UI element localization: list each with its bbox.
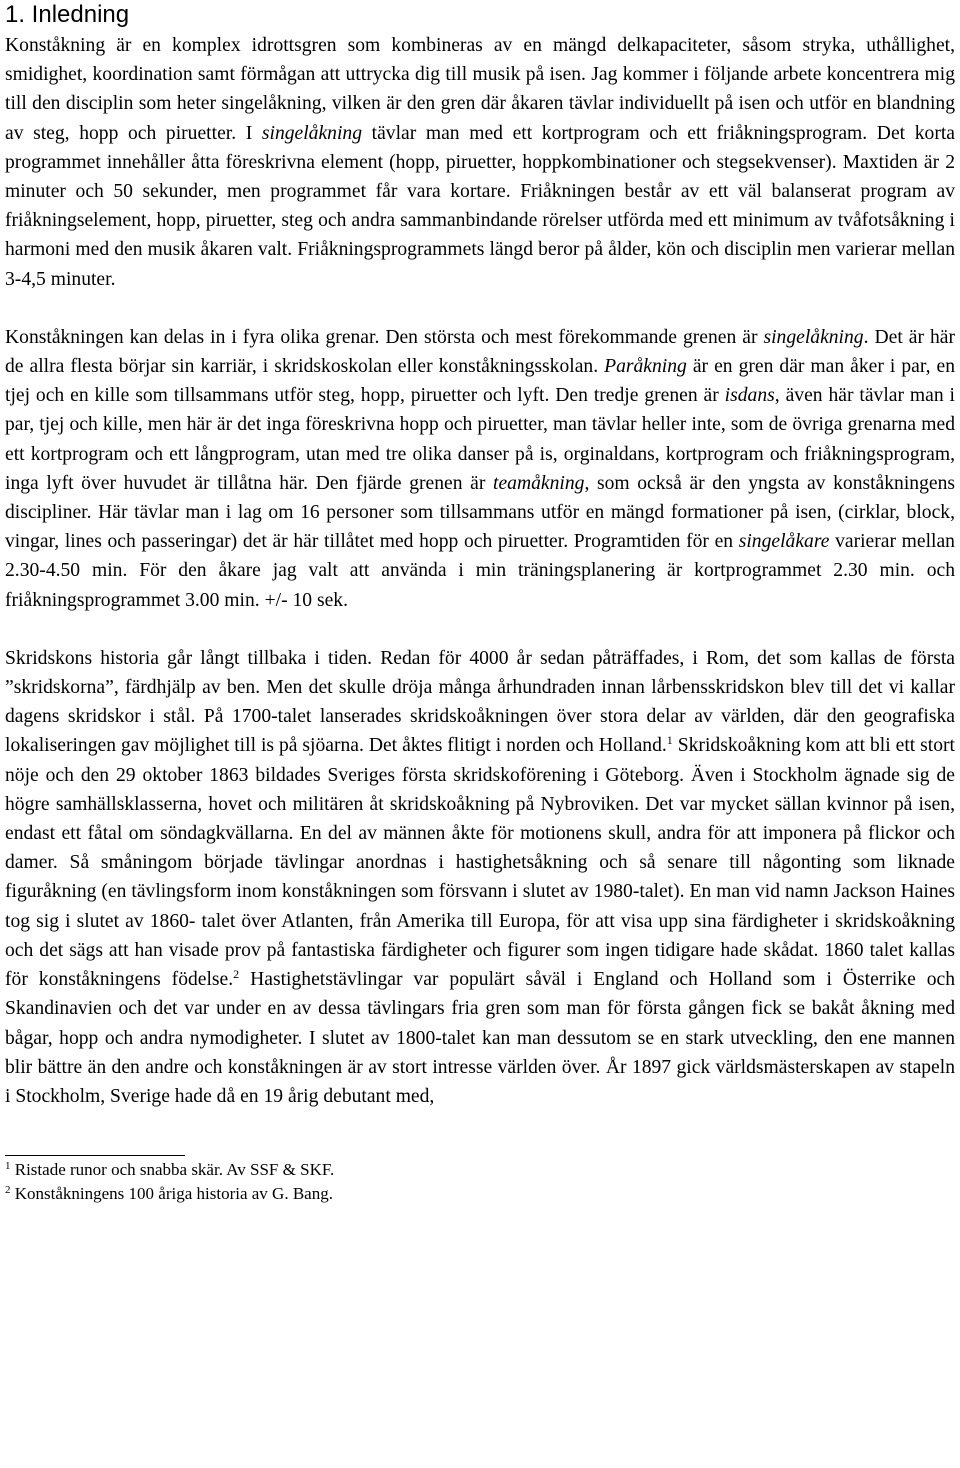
paragraph-2 — [5, 323, 955, 615]
text-run: , även här tävlar man i par, tjej och kille, men här är det inga föreskrivna hopp och piruetter, man tävlar heller inte, som de övriga grenarna med ett kortprogram och ett långprogram, utan med tre olika danser på is, orginaldans, kortprogram och friåkningsprogram, inga lyft över huvudet är tillåtna här. Den fjärde grenen är — [5, 385, 955, 494]
emphasis-term: isdans — [724, 385, 775, 407]
footnote-number: 1 — [5, 1160, 11, 1173]
footnote-2 — [5, 1182, 955, 1206]
footnote-number: 2 — [5, 1184, 11, 1197]
paragraph-3 — [5, 644, 955, 1111]
footnote-text: Ristade runor och snabba skär. Av SSF & SKF. — [10, 1160, 335, 1180]
emphasis-term: singelåkning — [763, 326, 864, 348]
paragraph-1 — [5, 31, 955, 294]
text-run: är en gren där man åker i par, en tjej och en kille som tillsammans utför steg, hopp, piruetter och lyft. Den tredje grenen är — [5, 356, 956, 407]
emphasis-term: singelåkning — [261, 122, 363, 144]
footnote-text: Konståkningens 100 åriga historia av G. Bang. — [10, 1184, 333, 1204]
text-run: Skridskoåkning kom att bli ett stort nöje och den 29 oktober 1863 bildades Sveriges första skridskoförening i Göteborg. Även i Stockholm ägnade sig de högre samhällsklasserna, hovet och militären åt skridskoåkning på Nybroviken. Det var mycket sällan kvinnor på isen, endast ett fåtal om söndagkvällarna. En del av männen åkte för motionens skull, andra för att imponera på flickor och damer. Så småningom började tävlingar anordnas i hastighetsåkning och så senare till någonting som liknade figuråkning (en tävlingsform inom konståkningen som försvann i slutet av 1980-talet). En man vid namn Jackson Haines tog sig i slutet av 1860- talet över Atlanten, från Amerika till Europa, för att visa upp sina färdigheter i skridskoåkning och det sägs att han visade prov på fantastiska färdigheter och figurer som ingen tidigare hade skådat. 1860 talet kallas för konståkningens födelse. — [5, 735, 955, 991]
text-run: . Det är här de allra flesta börjar sin karriär, i skridskoskolan eller konståkningsskolan. — [5, 326, 955, 378]
footnote-ref-2[interactable]: 2 — [233, 967, 240, 982]
text-run: Konståkning är en komplex idrottsgren som kombineras av en mängd delkapaciteter, såsom stryka, uthållighet, smidighet, koordination samt förmågan att uttrycka dig till musik på isen. Jag kommer i följande arbete koncentrera mig till den disciplin som heter singelåkning, vilken är den gren där åkaren tävlar individuellt på isen och utför en blandning av steg, hopp och piruetter. I — [5, 35, 955, 144]
emphasis-term: teamåkning — [493, 472, 585, 494]
footnote-ref-1[interactable]: 1 — [666, 733, 673, 748]
text-run: Skridskons historia går långt tillbaka i tiden. Redan för 4000 år sedan påträffades, i Rom, det som kallas de första ”skridskorna”, färdhjälp av ben. Men det skulle dröja många århundraden innan lårbensskridskon blev till det vi kallar dagens skridskor i stål. På 1700-talet lanserades skridskoåkningen över stora delar av världen, där den geografiska lokaliseringen gav möjlighet till is på sjöarna. Det åktes flitigt i norden och Holland. — [5, 647, 955, 757]
emphasis-term: singelåkare — [738, 531, 830, 553]
text-run: , som också är den yngsta av konståkningens discipliner. Här tävlar man i lag om 16 personer som tillsammans utför en mängd formationer på isen, (cirklar, block, vingar, lines och passeringar) det är här tillåtet med hopp och piruetter. Programtiden för en — [5, 472, 956, 553]
text-run: Konståkningen kan delas in i fyra olika grenar. Den största och mest förekommande grenen är — [5, 326, 764, 348]
footnote-1 — [5, 1158, 955, 1182]
footnote-divider — [5, 1155, 185, 1156]
text-run: tävlar man med ett kortprogram och ett friåkningsprogram. Det korta programmet innehåller åtta föreskrivna element (hopp, piruetter, hoppkombinationer och stegsekvenser). Maxtiden är 2 minuter och 50 sekunder, men programmet får vara kortare. Friåkningen består av ett väl balanserat program av friåkningselement, hopp, piruetter, steg och andra sammanbindande rörelser utförda med ett minimum av tvåfotsåkning i harmoni med den musik åkaren valt. Friåkningsprogrammets längd beror på ålder, kön och disciplin men varierar mellan 3-4,5 minuter. — [5, 122, 955, 290]
text-run: varierar mellan 2.30-4.50 min. För den åkare jag valt att använda i min träningsplanering är kortprogrammet 2.30 min. och friåkningsprogrammet 3.00 min. +/- 10 sek. — [5, 531, 955, 611]
document-page — [5, 0, 955, 1206]
section-heading: 1. Inledning — [5, 1, 130, 28]
text-run: Hastighetstävlingar var populärt såväl i England och Holland som i Österrike och Skandinavien och det var under en av dessa tävlingars fria gren som man för första gången fick se bakåt åkning med bågar, hopp och andra nymodigheter. I slutet av 1800-talet kan man dessutom se en stark utveckling, den ene mannen blir bättre än den andre och konståkningen är av stort intresse världen över. År 1897 gick världsmästerskapen av stapeln i Stockholm, Sverige hade då en 19 årig debutant med, — [5, 969, 956, 1107]
emphasis-term: Paråkning — [604, 356, 687, 378]
